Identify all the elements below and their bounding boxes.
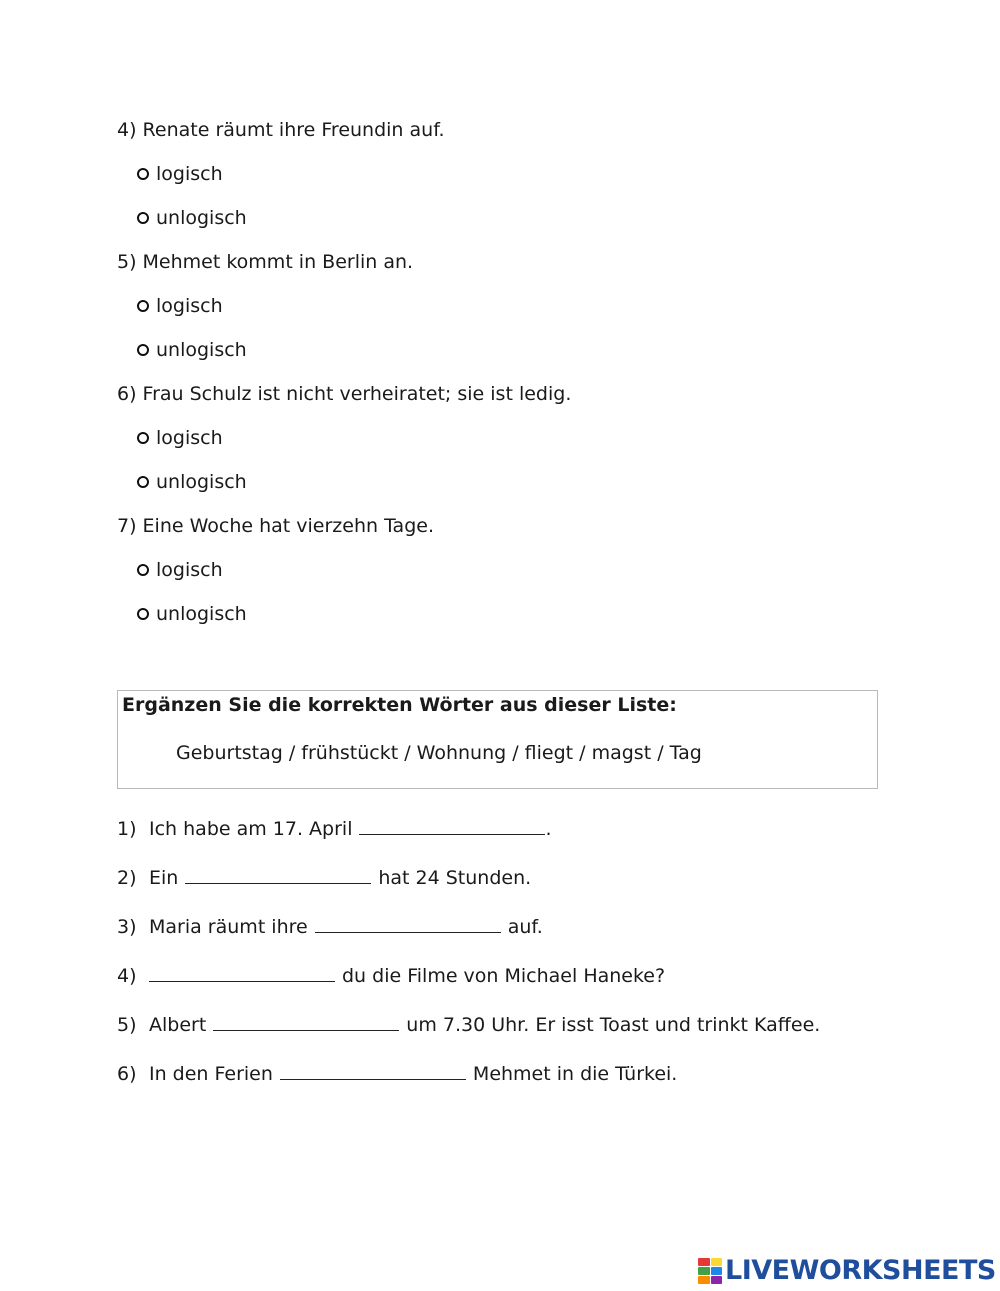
fill-text-before: Ich habe am 17. April: [149, 818, 353, 840]
radio-icon[interactable]: [137, 476, 149, 488]
fill-text-after: auf.: [507, 916, 543, 938]
blank-input-4[interactable]: [149, 963, 335, 982]
fill-row-4: [117, 963, 665, 989]
fill-text-after: Mehmet in die Türkei.: [472, 1063, 678, 1085]
option-label: unlogisch: [156, 603, 247, 625]
fill-number: 1): [117, 818, 137, 840]
fill-text-after: um 7.30 Uhr. Er isst Toast und trinkt Kaffee.: [406, 1014, 821, 1036]
option-label: logisch: [156, 427, 223, 449]
question-7-text: 7) Eine Woche hat vierzehn Tage.: [117, 515, 434, 537]
blank-input-5[interactable]: [213, 1012, 399, 1031]
fill-number: 4): [117, 965, 137, 987]
option-label: unlogisch: [156, 339, 247, 361]
fill-row-6: [117, 1061, 677, 1087]
fill-row-5: [117, 1012, 820, 1038]
logo-blocks-icon: [698, 1258, 722, 1284]
question-7-option-logisch[interactable]: [137, 558, 223, 582]
word-list-title: Ergänzen Sie die korrekten Wörter aus dieser Liste:: [122, 694, 677, 716]
fill-row-2: [117, 865, 531, 891]
fill-text-before: Ein: [149, 867, 179, 889]
fill-number: 2): [117, 867, 137, 889]
fill-text-before: Maria räumt ihre: [149, 916, 308, 938]
option-label: logisch: [156, 163, 223, 185]
question-4-option-logisch[interactable]: [137, 162, 223, 186]
option-label: unlogisch: [156, 207, 247, 229]
radio-icon[interactable]: [137, 564, 149, 576]
question-6-option-unlogisch[interactable]: [137, 470, 247, 494]
fill-text-after: hat 24 Stunden.: [378, 867, 532, 889]
question-5-option-unlogisch[interactable]: [137, 338, 247, 362]
radio-icon[interactable]: [137, 300, 149, 312]
radio-icon[interactable]: [137, 344, 149, 356]
word-list: Geburtstag / frühstückt / Wohnung / fliegt / magst / Tag: [176, 742, 702, 764]
question-4-option-unlogisch[interactable]: [137, 206, 247, 230]
option-label: logisch: [156, 559, 223, 581]
question-6-option-logisch[interactable]: [137, 426, 223, 450]
fill-number: 3): [117, 916, 137, 938]
fill-text-after: du die Filme von Michael Haneke?: [342, 965, 666, 987]
word-list-box: [117, 690, 878, 789]
question-5-text: 5) Mehmet kommt in Berlin an.: [117, 251, 414, 273]
option-label: unlogisch: [156, 471, 247, 493]
radio-icon[interactable]: [137, 432, 149, 444]
question-5-option-logisch[interactable]: [137, 294, 223, 318]
radio-icon[interactable]: [137, 212, 149, 224]
fill-text-after: .: [545, 818, 552, 840]
fill-text-before: In den Ferien: [149, 1063, 273, 1085]
liveworksheets-logo: [698, 1256, 996, 1286]
blank-input-6[interactable]: [280, 1061, 466, 1080]
fill-row-3: [117, 914, 543, 940]
fill-row-1: [117, 816, 552, 842]
question-7-option-unlogisch[interactable]: [137, 602, 247, 626]
blank-input-3[interactable]: [315, 914, 501, 933]
radio-icon[interactable]: [137, 608, 149, 620]
logo-text: LIVEWORKSHEETS: [725, 1255, 996, 1286]
blank-input-1[interactable]: [359, 816, 545, 835]
question-4-text: 4) Renate räumt ihre Freundin auf.: [117, 119, 445, 141]
radio-icon[interactable]: [137, 168, 149, 180]
fill-text-before: Albert: [149, 1014, 207, 1036]
fill-number: 6): [117, 1063, 137, 1085]
fill-number: 5): [117, 1014, 137, 1036]
option-label: logisch: [156, 295, 223, 317]
blank-input-2[interactable]: [185, 865, 371, 884]
question-6-text: 6) Frau Schulz ist nicht verheiratet; sie ist ledig.: [117, 383, 572, 405]
